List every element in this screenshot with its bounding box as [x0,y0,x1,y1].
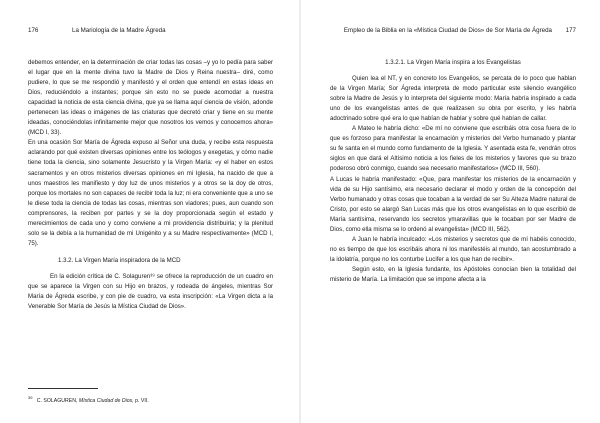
page-number: 176 [28,27,39,34]
paragraph: Según esto, en la Iglesia fundante, los Apóstoles conocían bien la totalidad del misterio de María. La limitación que se impone afecta a la [330,265,576,283]
paragraph: debemos entender, en la determinación de criar todas las cosas –y yo lo pedía para saber el lugar que en la mente divina tuvo la Madre de Dios y Reina nuestra– diré, como pudiere, lo que se me respondió y manifestó y el orden que entendí en estas ideas en Dios, reduciéndolo a instantes; porque sin esto no se puede acomodar a nuestra capacidad la noticia de esta ciencia divina, que ya se llama aquí ciencia de visión, adonde pertenecen las ideas o imágenes de las criaturas que decretó criar y tiene en su mente ideadas, conociéndolas infinitamente mejor que nosotros los vemos y conocemos ahora» (MCD I, 33). [28,59,273,137]
footnote-marker: 39 [28,395,33,400]
page-body [28,58,273,312]
running-head: La Mariología de la Madre Ágreda [72,27,166,34]
paragraph: A Lucas le habría manifestado: «Que, para manifestar los misterios de la encarnación y vida de su Hijo santísimo, era necesario declarar el modo y orden de la concepción del Verbo humanado y otras cosas que tocaban a la verdad de ser Su Alteza Madre natural de Cristo, por esto se alargó San Lucas más que los otros evangelistas en lo que escribió de María santísima, reservando los secretos ymaravillas que le tocaban por ser Madre de Dios, como ella misma se lo ordenó al evangelista» (MCD III, 562). [330,175,576,233]
paragraph: A Mateo le habría dicho: «De mí no conviene que escribáis otra cosa fuera de lo que es forzoso para manifestar la encarnación y misterios del Verbo humanado y plantar su fe santa en el mundo como fundamento de la Iglesia. Y asentada esta fe, vendrán otros siglos en que dará el Altísimo noticia a los fieles de los misterios y favores que su brazo poderoso obró conmigo, cuando sea necesario manifestarlos» (MCD III, 560). [330,125,576,173]
footnote-work: Mística Ciudad de Dios, [78,398,134,404]
right-page [300,0,600,423]
section-heading: 1.3.2. La Virgen María inspiradora de la MCD [58,256,181,264]
page-body [330,58,576,285]
paragraph: En una ocasión Sor María de Ágreda expuso al Señor una duda, y recibe esta respuesta aclarando por qué existen diversas opiniones entre los teólogos y exegetas, y cómo nadie tiene toda la ciencia, sino solamente Jesucristo y la Virgen María: «y el haber en estos sacramentos y en otros misterios diversas opiniones en mi Iglesia, ha nacido de que a unos maestros les manifiesto y doy luz de unos misterios y a otros se la doy de otros, porque los mortales no son capaces de recibir toda la luz; ni era conveniente que a uno se le diese toda la ciencia de todas las cosas, mientras son viadores; pues, aun cuando son comprensores, la reciben por partes y se la doy proporcionada según el estado y merecimientos de cada uno y como conviene a mi providencia distribuirla; y la plenitud solo se la debía a la humanidad de mi Unigénito y a su Madre respectivamente» (MCD I, 75). [28,139,273,247]
paragraph: A Juan le habría inculcado: «Los misterios y secretos que de mí habéis conocido, no es tiempo de que los escribáis ahora ni los manifestéis al mundo, tan acostumbrado a la idolatría, porque no los conturbe Lucifer a los que han de recibir». [330,235,576,263]
footnote-page: p. VII. [135,398,149,404]
running-head: Empleo de la Biblia en la «Mística Ciudad de Dios» de Sor María de Ágreda [343,27,552,34]
footnote-author: C. SOLAGUREN, [36,398,78,404]
paragraph: En la edición crítica de C. Solaguren³⁹ se ofrece la reproducción de un cuadro en que se aparece la Virgen con su Hijo en brazos, y rodeada de ángeles, mientras Sor María de Ágreda escribe, y con pie de cuadro, va esta inscripción: «La Virgen dicta a la Venerable Sor María de Jesús la Mística Ciudad de Dios». [28,272,273,311]
page-number: 177 [565,27,576,34]
footnote-divider [28,388,98,389]
paragraph: Quien lea el NT, y en concreto los Evangelios, se percata de lo poco que hablan de la Virgen María; Sor Ágreda interpreta de modo particular este silencio evangélico sobre la Madre de Jesús y lo interpreta del siguiente modo: María habría inspirado a cada uno de los evangelistas antes de que realizasen su obra por escrito, y les habría adoctrinado sobre qué era lo que habían de hablar y sobre qué habían de callar. [330,75,576,123]
footnote [28,395,149,404]
section-heading: 1.3.2.1. La Virgen María inspira a los Evangelistas [385,59,521,66]
